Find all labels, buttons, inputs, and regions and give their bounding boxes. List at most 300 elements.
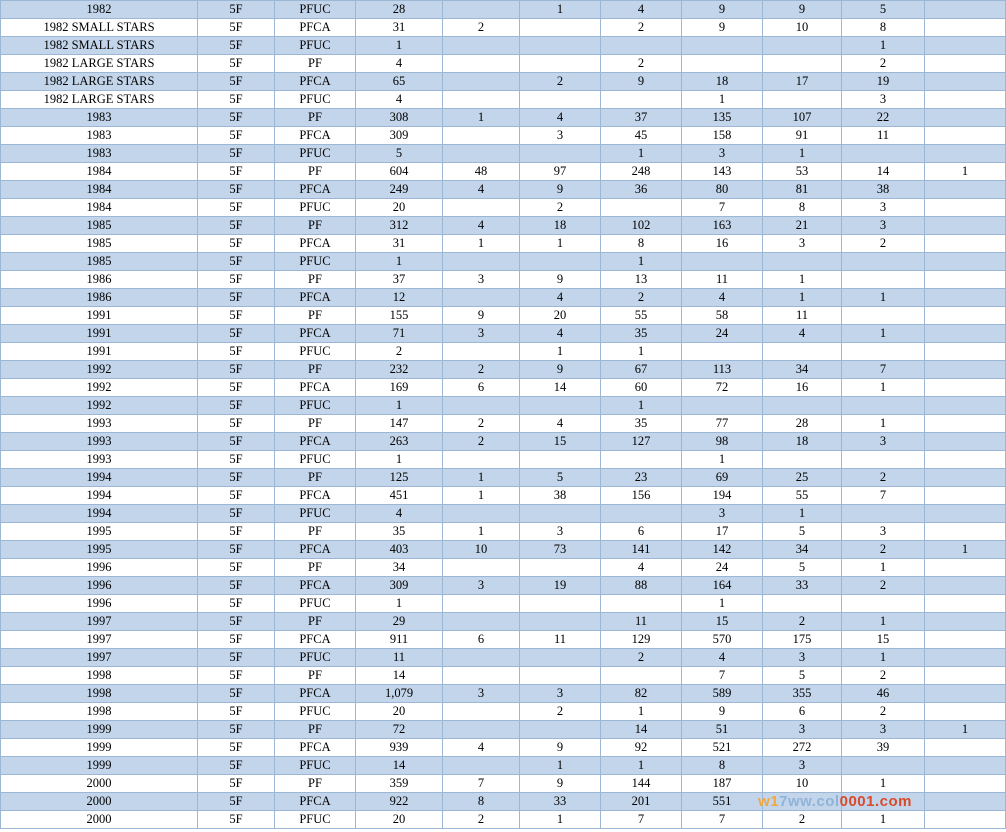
table-row [1,541,1006,559]
table-cell: 8 [443,793,520,811]
table-cell: 15 [842,631,925,649]
table-cell: 5F [198,343,275,361]
table-cell [443,703,520,721]
table-cell: 11 [356,649,443,667]
table-cell [925,379,1006,397]
table-cell [601,199,682,217]
table-cell: 5F [198,55,275,73]
table-row [1,289,1006,307]
table-cell [443,55,520,73]
table-cell: 187 [682,775,763,793]
table-cell: 3 [842,217,925,235]
table-cell: 35 [601,325,682,343]
table-cell [520,55,601,73]
table-cell [925,109,1006,127]
table-cell: 7 [601,811,682,829]
table-cell: 1996 [1,595,198,613]
table-cell: 1 [520,811,601,829]
table-row [1,379,1006,397]
table-cell [443,199,520,217]
table-row [1,631,1006,649]
table-cell: 1 [520,343,601,361]
table-cell: 53 [763,163,842,181]
table-cell: PFUC [275,199,356,217]
table-cell: 5F [198,739,275,757]
table-cell: 3 [520,685,601,703]
table-cell: 403 [356,541,443,559]
table-row [1,613,1006,631]
table-cell: 18 [763,433,842,451]
table-cell: 1982 LARGE STARS [1,73,198,91]
watermark-part-a: w1 [758,793,780,810]
table-cell: PF [275,415,356,433]
table-cell [842,307,925,325]
table-cell: 48 [443,163,520,181]
table-cell: 113 [682,361,763,379]
table-cell: 71 [356,325,443,343]
table-cell: 1 [356,397,443,415]
table-cell: 1 [842,37,925,55]
table-cell: 1 [356,37,443,55]
table-cell: PFUC [275,145,356,163]
table-cell [443,559,520,577]
table-cell: 6 [763,703,842,721]
table-cell: 69 [682,469,763,487]
table-cell: 7 [842,487,925,505]
table-cell: 4 [520,415,601,433]
table-cell: 5F [198,487,275,505]
table-cell [763,343,842,361]
table-cell [925,577,1006,595]
table-cell: 15 [682,613,763,631]
table-cell [601,667,682,685]
table-cell: 1 [520,1,601,19]
table-cell: 1 [763,271,842,289]
table-cell: 1984 [1,181,198,199]
table-cell: 33 [520,793,601,811]
table-cell: 102 [601,217,682,235]
table-cell: 28 [763,415,842,433]
table-cell: 3 [842,721,925,739]
table-cell: 19 [520,577,601,595]
table-cell [682,397,763,415]
table-cell: 2 [443,19,520,37]
table-cell: 1982 LARGE STARS [1,55,198,73]
table-cell: 604 [356,163,443,181]
table-cell: 1982 LARGE STARS [1,91,198,109]
table-cell [763,595,842,613]
table-cell: 34 [356,559,443,577]
table-cell: 1 [842,289,925,307]
table-cell: PFCA [275,325,356,343]
table-cell: 5 [356,145,443,163]
table-cell: 5F [198,505,275,523]
table-cell: 4 [443,739,520,757]
table-cell: 1983 [1,127,198,145]
table-cell: 1995 [1,523,198,541]
table-cell: 37 [356,271,443,289]
table-cell: 158 [682,127,763,145]
table-cell: 922 [356,793,443,811]
table-cell: 2 [763,613,842,631]
table-cell: 80 [682,181,763,199]
table-row [1,433,1006,451]
table-cell [925,235,1006,253]
table-cell: 359 [356,775,443,793]
table-cell: 1 [682,91,763,109]
table-cell: 2 [520,199,601,217]
table-cell: 9 [682,1,763,19]
table-cell: 14 [356,757,443,775]
table-cell [443,397,520,415]
table-cell: 7 [842,361,925,379]
table-cell: 4 [443,181,520,199]
table-cell: 17 [763,73,842,91]
table-row [1,37,1006,55]
table-cell [842,757,925,775]
table-cell: 4 [763,325,842,343]
table-cell: 4 [682,649,763,667]
table-cell [842,343,925,361]
table-cell: 1 [443,235,520,253]
table-cell [520,91,601,109]
table-cell: 1 [842,379,925,397]
table-row [1,649,1006,667]
table-cell [925,127,1006,145]
table-cell [925,667,1006,685]
table-cell: PFCA [275,181,356,199]
table-row [1,91,1006,109]
table-cell: 5F [198,379,275,397]
table-cell: 232 [356,361,443,379]
table-cell: 77 [682,415,763,433]
table-cell: 11 [520,631,601,649]
table-cell: 35 [601,415,682,433]
table-cell [925,469,1006,487]
table-cell: 11 [682,271,763,289]
table-row [1,271,1006,289]
table-cell [925,487,1006,505]
table-cell: 3 [443,577,520,595]
table-cell: 14 [520,379,601,397]
table-cell: 28 [356,1,443,19]
table-row [1,523,1006,541]
table-cell [682,55,763,73]
table-cell: 17 [682,523,763,541]
table-cell: 1 [682,451,763,469]
table-cell [601,37,682,55]
table-cell: 147 [356,415,443,433]
table-cell: 1 [842,559,925,577]
table-cell: 7 [682,199,763,217]
table-row [1,685,1006,703]
table-cell: 82 [601,685,682,703]
table-cell: PFCA [275,793,356,811]
table-cell: 3 [520,523,601,541]
table-cell: 5F [198,703,275,721]
table-cell: 1998 [1,667,198,685]
table-cell: 45 [601,127,682,145]
table-cell: 9 [520,361,601,379]
table-cell [520,613,601,631]
table-cell: 4 [601,1,682,19]
table-cell: 163 [682,217,763,235]
table-cell: 5F [198,757,275,775]
table-cell: 13 [601,271,682,289]
table-cell: 5 [763,667,842,685]
table-cell: PFCA [275,577,356,595]
table-cell: 19 [842,73,925,91]
table-cell: 5F [198,541,275,559]
table-cell: 4 [356,505,443,523]
table-cell: 11 [601,613,682,631]
table-cell: PFUC [275,451,356,469]
table-cell: PFUC [275,703,356,721]
table-cell [842,397,925,415]
table-cell: 451 [356,487,443,505]
table-cell: 92 [601,739,682,757]
table-cell: 16 [682,235,763,253]
table-cell [601,595,682,613]
table-row [1,307,1006,325]
table-cell: 8 [763,199,842,217]
table-cell: 5F [198,145,275,163]
table-cell [763,55,842,73]
table-cell: 3 [763,235,842,253]
table-row [1,235,1006,253]
table-cell: 135 [682,109,763,127]
table-cell [443,37,520,55]
table-cell: PF [275,721,356,739]
table-cell [925,199,1006,217]
table-cell: 308 [356,109,443,127]
table-cell: 1 [842,649,925,667]
table-cell: 73 [520,541,601,559]
table-cell [443,127,520,145]
table-cell [925,271,1006,289]
table-cell: 7 [682,811,763,829]
table-cell [925,649,1006,667]
table-cell: 1991 [1,325,198,343]
table-cell: 3 [682,505,763,523]
table-row [1,19,1006,37]
table-cell: 2 [356,343,443,361]
table-cell: 35 [356,523,443,541]
table-cell: PFUC [275,343,356,361]
table-cell: 4 [356,91,443,109]
table-cell: 8 [682,757,763,775]
table-cell: 4 [520,325,601,343]
table-cell [925,253,1006,271]
table-cell [443,667,520,685]
table-cell: 1991 [1,343,198,361]
table-cell: 2 [842,703,925,721]
table-cell: PF [275,307,356,325]
table-row [1,487,1006,505]
table-cell: 91 [763,127,842,145]
table-cell: 10 [763,775,842,793]
table-cell [925,217,1006,235]
table-cell: 23 [601,469,682,487]
table-cell: 1 [601,343,682,361]
table-cell: 5F [198,415,275,433]
table-cell: 3 [842,91,925,109]
table-row [1,811,1006,829]
table-cell: 175 [763,631,842,649]
table-row [1,793,1006,811]
table-cell: 46 [842,685,925,703]
table-cell: 1983 [1,145,198,163]
table-cell: 107 [763,109,842,127]
table-cell: 5F [198,325,275,343]
table-cell [520,37,601,55]
table-cell [925,91,1006,109]
table-cell: 1 [601,703,682,721]
table-cell [520,649,601,667]
table-cell: PFCA [275,487,356,505]
table-cell [520,145,601,163]
table-cell: 55 [763,487,842,505]
table-cell: 1998 [1,703,198,721]
table-cell: 1 [842,811,925,829]
table-cell: 1 [925,541,1006,559]
table-cell: 16 [763,379,842,397]
table-cell: 5F [198,469,275,487]
table-cell: 6 [601,523,682,541]
table-cell: 10 [443,541,520,559]
table-cell: 939 [356,739,443,757]
table-cell: 1984 [1,163,198,181]
table-cell: 129 [601,631,682,649]
table-cell: 155 [356,307,443,325]
table-cell: PFCA [275,685,356,703]
table-cell: 4 [356,55,443,73]
table-cell: 36 [601,181,682,199]
table-cell: 9 [520,271,601,289]
table-cell: 2 [443,433,520,451]
table-cell: 5F [198,163,275,181]
table-cell: 15 [520,433,601,451]
table-cell: 551 [682,793,763,811]
table-cell: 1 [842,613,925,631]
table-cell: 1 [443,469,520,487]
table-cell: 194 [682,487,763,505]
table-row [1,469,1006,487]
table-cell: 3 [443,685,520,703]
table-cell: 39 [842,739,925,757]
table-cell [443,649,520,667]
table-cell: 5F [198,451,275,469]
table-cell: 1 [925,721,1006,739]
table-cell [925,361,1006,379]
table-cell [520,397,601,415]
table-cell: 2 [842,667,925,685]
table-cell: 18 [682,73,763,91]
table-cell: 5F [198,127,275,145]
table-cell: 1985 [1,217,198,235]
table-cell: 312 [356,217,443,235]
table-cell: 272 [763,739,842,757]
table-cell [925,631,1006,649]
table-row [1,55,1006,73]
table-cell [842,595,925,613]
table-cell: 5F [198,271,275,289]
table-cell [925,613,1006,631]
table-cell [520,667,601,685]
table-row [1,397,1006,415]
table-cell: PF [275,469,356,487]
table-cell [443,73,520,91]
table-cell: 55 [601,307,682,325]
table-cell: 5F [198,559,275,577]
table-cell: 2 [443,811,520,829]
table-cell: 144 [601,775,682,793]
table-cell: 1992 [1,379,198,397]
table-cell: 1 [842,415,925,433]
table-cell [842,451,925,469]
table-cell: 1993 [1,433,198,451]
table-cell [925,289,1006,307]
table-cell: 1 [842,325,925,343]
table-cell: 5F [198,289,275,307]
table-cell: 5F [198,73,275,91]
table-cell [842,271,925,289]
table-cell: 58 [682,307,763,325]
table-cell: 1 [443,109,520,127]
table-cell: 14 [842,163,925,181]
table-cell: 9 [520,739,601,757]
table-cell: 7 [443,775,520,793]
table-cell [925,19,1006,37]
table-cell: 5F [198,811,275,829]
table-cell [520,721,601,739]
table-cell: 14 [601,721,682,739]
table-cell: 1997 [1,631,198,649]
table-cell: 2 [601,649,682,667]
table-cell [925,811,1006,829]
table-cell: 1983 [1,109,198,127]
table-cell: 31 [356,19,443,37]
table-cell: 1992 [1,397,198,415]
table-cell: 3 [842,199,925,217]
table-cell: 1 [601,145,682,163]
table-cell: 248 [601,163,682,181]
table-cell: 3 [842,523,925,541]
table-cell: PF [275,361,356,379]
table-cell: 1996 [1,577,198,595]
table-cell [763,451,842,469]
table-cell [925,73,1006,91]
table-cell: 34 [763,541,842,559]
table-cell: 5F [198,397,275,415]
table-cell: 8 [601,235,682,253]
table-cell: 5F [198,1,275,19]
table-cell: 5 [763,523,842,541]
table-cell: 2 [601,19,682,37]
table-cell: PF [275,109,356,127]
table-cell: 31 [356,235,443,253]
table-cell: 3 [443,271,520,289]
table-cell: 5 [520,469,601,487]
table-cell: 12 [356,289,443,307]
table-row [1,1,1006,19]
table-cell: 5F [198,649,275,667]
table-cell: 81 [763,181,842,199]
table-cell: 24 [682,325,763,343]
table-cell: 4 [520,109,601,127]
table-cell [443,721,520,739]
table-cell [925,145,1006,163]
